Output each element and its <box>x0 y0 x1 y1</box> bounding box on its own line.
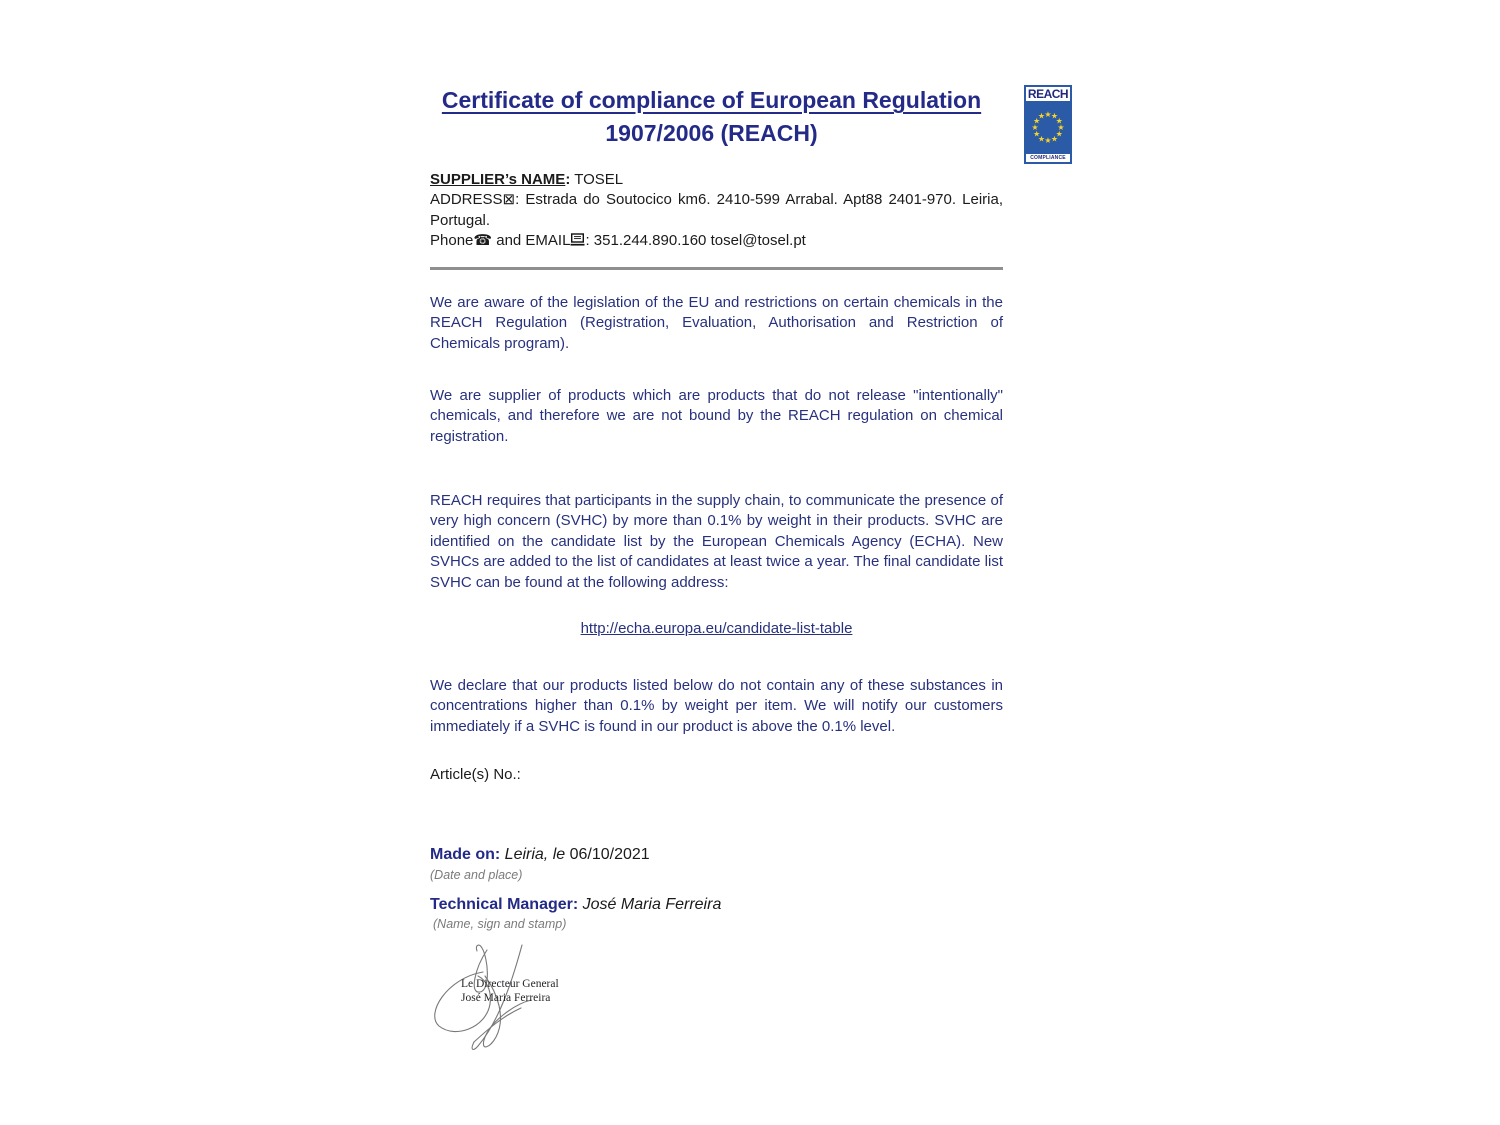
made-on-date: 06/10/2021 <box>569 846 650 863</box>
made-on-line <box>430 846 650 864</box>
eu-star-icon: ★ <box>1031 122 1039 132</box>
envelope-icon: ⊠ <box>502 191 516 209</box>
supplier-address-line <box>430 190 1003 231</box>
eu-star-icon: ★ <box>1044 135 1052 145</box>
supplier-name-value: TOSEL <box>570 171 624 188</box>
supplier-name-colon: : <box>565 171 571 188</box>
candidate-list-link-line <box>430 620 1003 638</box>
signature-title: Le Directeur General <box>461 978 559 990</box>
paragraph-declaration: We declare that our products listed below do not contain any of these substances in concentrations higher than 0.1% by weight per item. We will notify our customers immediately if a SVHC is found in our product is above the 0.1% level. <box>430 677 1003 735</box>
eu-star-icon: ★ <box>1033 116 1041 125</box>
eu-star-icon: ★ <box>1033 129 1041 138</box>
contact-value: : 351.244.890.160 tosel@tosel.pt <box>585 232 806 250</box>
phone-label: Phone <box>430 232 474 250</box>
technical-manager-line <box>430 896 721 914</box>
email-conjunction: and EMAIL <box>492 232 571 250</box>
horizontal-divider <box>430 267 1003 270</box>
eu-star-icon: ★ <box>1050 111 1059 121</box>
name-sign-stamp-caption: (Name, sign and stamp) <box>433 917 567 931</box>
supplier-address-line1 <box>430 190 1003 210</box>
eu-star-icon: ★ <box>1057 122 1065 132</box>
eu-star-icon: ★ <box>1050 133 1059 143</box>
eu-star-icon: ★ <box>1037 111 1046 121</box>
date-place-caption: (Date and place) <box>430 868 523 882</box>
supplier-name-label: SUPPLIER’s NAME <box>430 171 566 188</box>
made-on-label: Made on: <box>430 846 501 863</box>
paragraph-supplier-statement: We are supplier of products which are products that do not release "intentionally" chemicals, and therefore we are not bound by the REACH regulation on chemical registration. <box>430 387 1003 445</box>
article-number-label: Article(s) No.: <box>430 766 521 783</box>
address-value-line2: Portugal. <box>430 211 491 229</box>
supplier-name-line <box>430 170 1003 190</box>
page-title-line1: Certificate of compliance of European Regulation <box>441 87 982 113</box>
eu-star-icon: ★ <box>1037 133 1046 143</box>
address-value-line1: : Estrada do Soutocico km6. 2410-599 Arrabal. Apt88 2401-970. Leiria, <box>515 191 1003 209</box>
eu-star-icon: ★ <box>1044 109 1052 119</box>
paragraph-svhc-requirements: REACH requires that participants in the supply chain, to communicate the presence of very high concern (SVHC) by more than 0.1% by weight in their products. SVHC are identified on the candidate list by the European Chemicals Agency (ECHA). New SVHCs are added to the list of candidates at least twice a year. The final candidate list SVHC can be found at the following address: <box>430 492 1003 591</box>
technical-manager-name: José Maria Ferreira <box>578 896 722 913</box>
reach-logo-wordmark: REACH <box>1025 86 1071 102</box>
supplier-info-block <box>430 170 1003 252</box>
reach-compliance-logo <box>1024 85 1072 164</box>
eu-star-icon: ★ <box>1055 129 1063 138</box>
made-on-place: Leiria, le <box>500 846 570 863</box>
address-label: ADDRESS <box>430 191 503 209</box>
signature-name: José Maria Ferreira <box>461 991 551 1004</box>
technical-manager-label: Technical Manager: <box>430 896 579 913</box>
reach-logo-compliance-label: COMPLIANCE <box>1025 153 1071 163</box>
page-title <box>430 84 993 150</box>
computer-icon <box>570 232 585 249</box>
page-title-line2: 1907/2006 (REACH) <box>605 120 818 146</box>
eu-star-icon: ★ <box>1055 116 1063 125</box>
signature-stamp-text <box>461 978 559 1005</box>
phone-icon: ☎ <box>473 232 493 250</box>
eu-stars <box>1025 102 1071 153</box>
paragraph-reach-awareness: We are aware of the legislation of the EU and restrictions on certain chemicals in the REACH Regulation (Registration, Evaluation, Authorisation and Restriction of Chemicals program). <box>430 294 1003 352</box>
supplier-contact-line <box>430 231 1003 251</box>
candidate-list-link[interactable]: http://echa.europa.eu/candidate-list-table <box>580 620 853 637</box>
